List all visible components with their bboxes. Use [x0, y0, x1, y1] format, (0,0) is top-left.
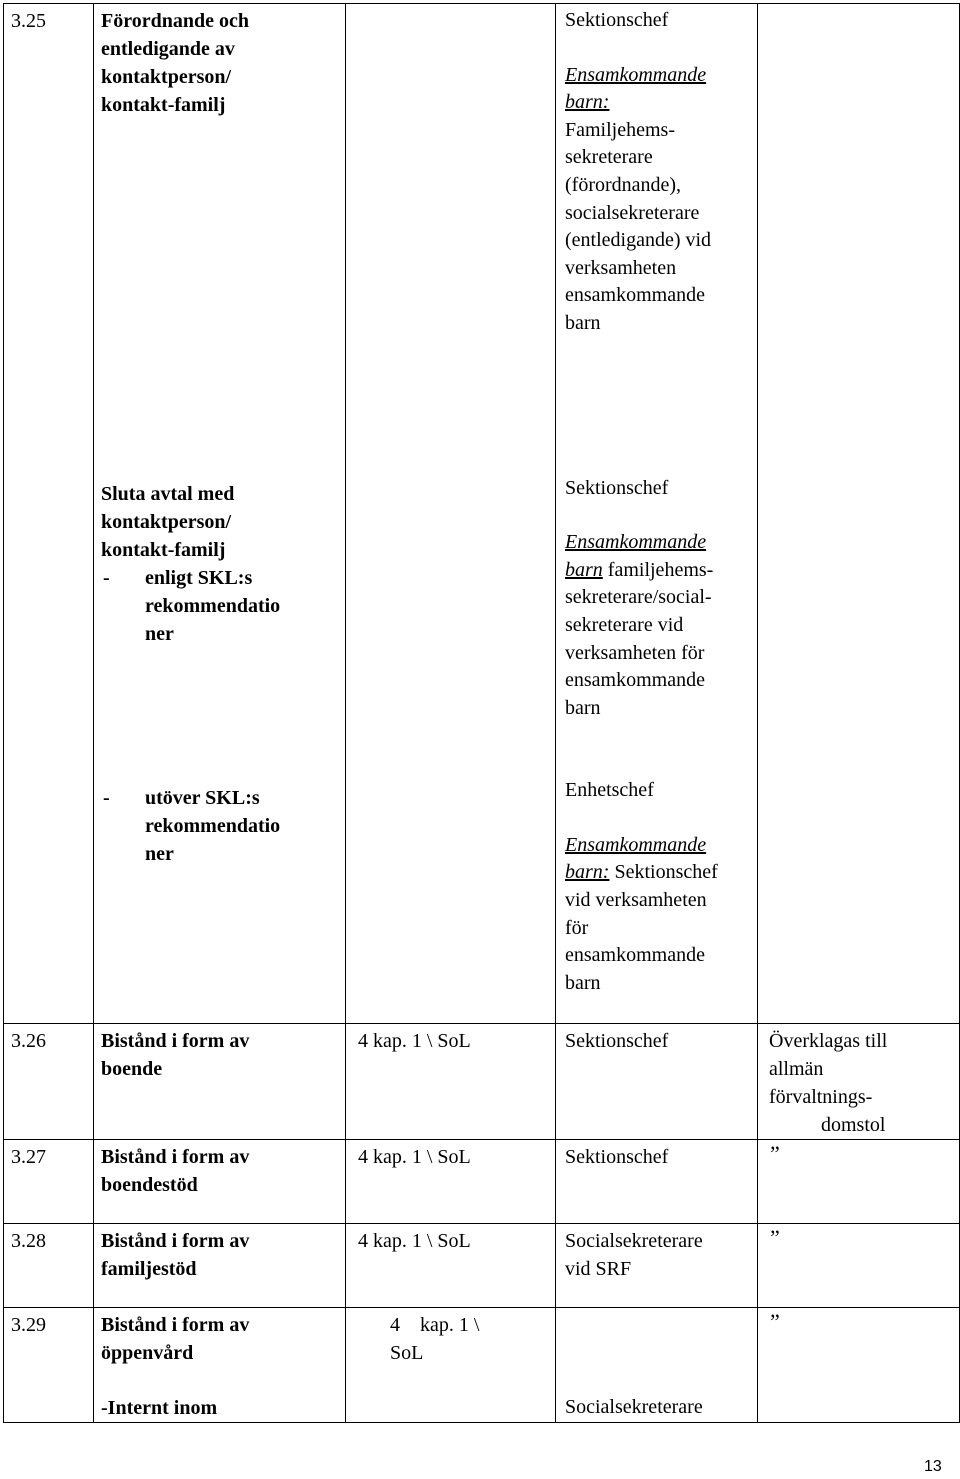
law-reference: 4 kap. 1 \ SoL	[358, 1146, 471, 1168]
row-number: 3.28	[11, 1230, 46, 1252]
row-number-cell	[4, 4, 94, 1024]
matter-title: Förordnande och entledigande av kontaktperson/ kontakt-familj	[101, 10, 249, 116]
law-reference: 4 kap. 1 \ SoL	[390, 1314, 480, 1364]
row-number: 3.25	[11, 10, 46, 32]
table-row	[4, 1224, 960, 1308]
table-row	[4, 1024, 960, 1140]
delegation-table	[3, 3, 960, 1423]
matter-subtitle: Sluta avtal med kontaktperson/ kontakt-familj - enligt SKL:s rekommendatio ner - utöver SKL:s rekommendatio ner	[94, 477, 345, 868]
table-row	[4, 4, 960, 1024]
table-row	[4, 1140, 960, 1224]
ditto-mark: ”	[770, 1309, 780, 1334]
row-number: 3.26	[11, 1030, 46, 1052]
law-cell	[346, 4, 556, 1024]
matter-cell	[94, 4, 346, 1024]
matter-title: Bistånd i form av boendestöd	[101, 1146, 250, 1196]
ditto-mark: ”	[770, 1141, 780, 1166]
table-row	[4, 1308, 960, 1423]
row-number: 3.27	[11, 1146, 46, 1168]
list-item: - enligt SKL:s rekommendatio ner	[103, 567, 281, 645]
delegate-cell	[556, 4, 758, 1024]
ditto-mark: ”	[770, 1225, 780, 1250]
row-number: 3.29	[11, 1314, 46, 1336]
delegate: Socialsekreterare vid SRF	[565, 1230, 703, 1280]
matter-title: Bistånd i form av boende	[101, 1030, 250, 1080]
note-cell	[758, 4, 960, 1024]
matter-title: Bistånd i form av öppenvård -Internt inom	[101, 1314, 250, 1419]
delegate: Socialsekreterare	[565, 1396, 703, 1418]
law-reference: 4 kap. 1 \ SoL	[358, 1030, 471, 1052]
law-reference: 4 kap. 1 \ SoL	[358, 1230, 471, 1252]
delegate: Sektionschef	[565, 1146, 669, 1168]
note: Överklagas till allmän förvaltnings- domstol	[769, 1030, 888, 1136]
matter-title: Bistånd i form av familjestöd	[101, 1230, 250, 1280]
list-item: - utöver SKL:s rekommendatio ner	[103, 787, 281, 865]
delegate: Sektionschef	[565, 1030, 669, 1052]
page-number: 13	[924, 1458, 942, 1475]
delegate-text: Sektionschef Ensamkommande barn: Familjehems- sekreterare (förordnande), socialsekreterare (entledigande) vid verksamheten ensamkommande barn Sektionschef Ensamkommande barn familjehems- sekreterare/social- sekreterare vid verksamheten för ensamkommande barn Enhetschef Ensamkommande barn: Sektionschef vid verksamheten för ensamkommande barn	[565, 9, 718, 994]
